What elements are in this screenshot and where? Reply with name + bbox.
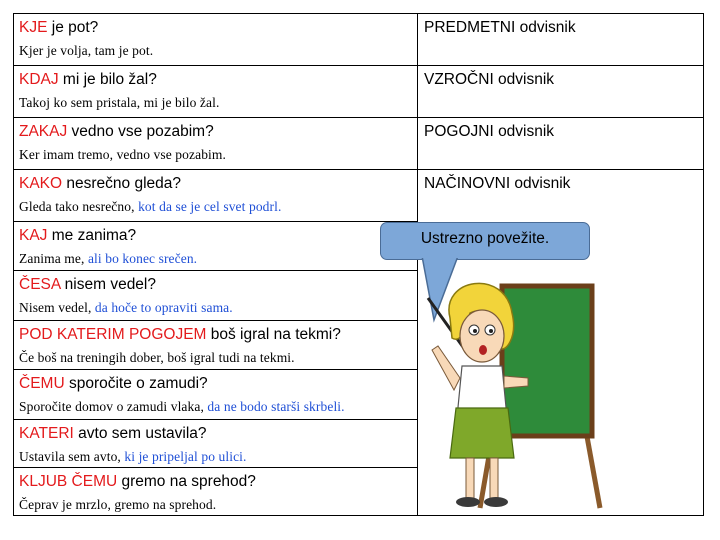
example-subordinate-clause: ki je pripeljal po ulici. [124,449,247,464]
question-rest: sporočite o zamudi? [64,375,208,392]
chalkboard-icon [502,286,592,436]
question-rest: nisem vedel? [60,276,156,293]
example-sentence-10 [19,497,216,513]
example-subordinate-clause: da ne bodo starši skrbeli. [207,399,345,414]
example-sentence-5 [19,251,197,267]
question-rest: me zanima? [47,227,137,244]
example-main-clause: Ustavila sem avto, [19,449,125,464]
example-subordinate-clause: kot da se je cel svet podrl. [138,199,282,214]
question-3 [19,123,214,141]
question-9 [19,425,207,443]
question-word: KATERI [19,425,74,442]
example-main-clause: Takoj ko sem pristala, mi je bilo žal. [19,95,220,110]
example-sentence-4 [19,199,281,215]
question-7 [19,326,341,344]
example-main-clause: Če boš na treningih dober, boš igral tudi na tekmi. [19,350,295,365]
clause-type-2: VZROČNI odvisnik [424,71,555,88]
question-word: KDAJ [19,71,59,88]
question-10 [19,473,256,491]
example-main-clause: Ker imam tremo, vedno vse pozabim. [19,147,226,162]
example-sentence-7 [19,350,295,366]
row-divider [13,467,418,468]
question-6 [19,276,156,294]
example-sentence-1 [19,43,153,59]
question-8 [19,375,208,393]
question-rest: boš igral na tekmi? [206,326,341,343]
example-sentence-8 [19,399,345,415]
question-1 [19,19,98,37]
teacher-with-chalkboard-icon [410,258,610,518]
row-divider [13,270,418,271]
example-sentence-3 [19,147,226,163]
question-5 [19,227,136,245]
row-divider [13,419,418,420]
example-sentence-6 [19,300,233,316]
example-main-clause: Nisem vedel, [19,300,95,315]
example-subordinate-clause: da hoče to opraviti sama. [94,300,233,315]
question-rest: avto sem ustavila? [73,425,207,442]
speech-bubble-text: Ustrezno povežite. [420,230,550,247]
question-rest: vedno vse pozabim? [67,123,214,140]
example-sentence-2 [19,95,219,111]
row-divider [13,320,418,321]
question-word: KJE [19,19,48,36]
clause-type-1: PREDMETNI odvisnik [424,19,576,36]
question-rest: gremo na sprehod? [117,473,256,490]
clause-type-3: POGOJNI odvisnik [424,123,555,140]
row-divider [13,221,418,222]
row-divider [13,65,704,66]
example-main-clause: Sporočite domov o zamudi vlaka, [19,399,208,414]
question-word: KAJ [19,227,48,244]
question-2 [19,71,157,89]
example-main-clause: Zanima me, [19,251,88,266]
question-word: POD KATERIM POGOJEM [19,326,207,343]
example-subordinate-clause: ali bo konec srečen. [87,251,198,266]
question-rest: mi je bilo žal? [58,71,157,88]
example-main-clause: Gleda tako nesrečno, [19,199,139,214]
question-word: KLJUB ČEMU [19,473,118,490]
example-main-clause: Kjer je volja, tam je pot. [19,43,154,58]
example-main-clause: Čeprav je mrzlo, gremo na sprehod. [19,497,217,512]
row-divider [13,117,704,118]
question-4 [19,175,181,193]
question-rest: nesrečno gleda? [62,175,181,192]
question-word: KAKO [19,175,63,192]
question-word: ČEMU [19,375,65,392]
clause-type-4: NAČINOVNI odvisnik [424,175,571,192]
example-sentence-9 [19,449,247,465]
question-word: ZAKAJ [19,123,68,140]
question-word: ČESA [19,276,61,293]
row-divider [13,169,704,170]
question-rest: je pot? [47,19,99,36]
row-divider [13,369,418,370]
column-divider [417,14,418,222]
